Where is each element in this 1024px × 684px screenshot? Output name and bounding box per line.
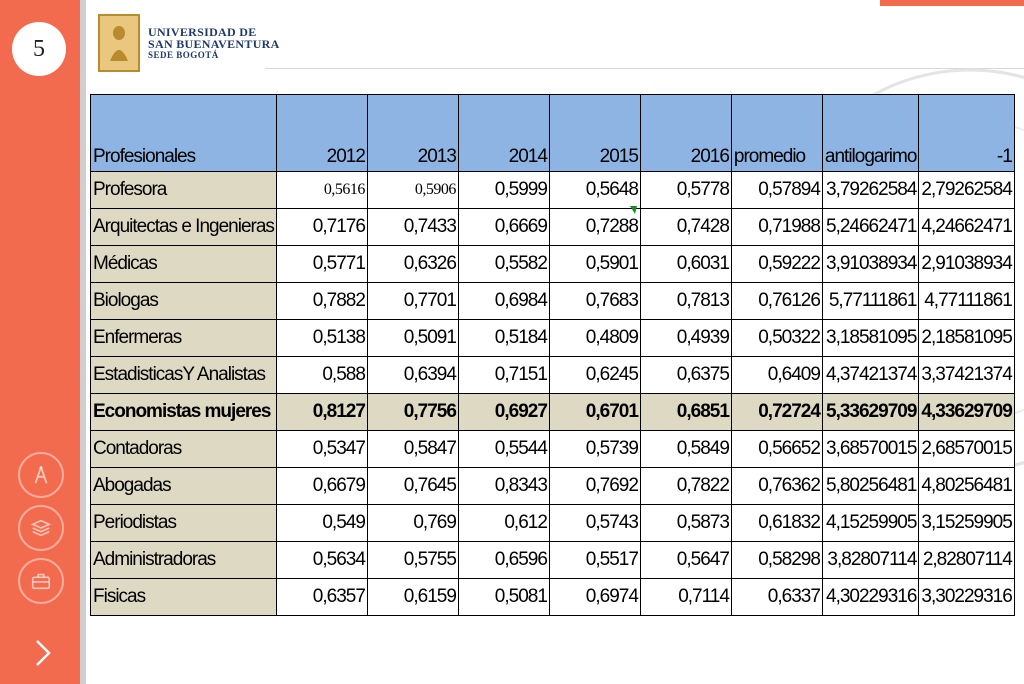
value-cell: 0,4939 xyxy=(640,320,731,357)
value-cell: 0,5648 xyxy=(549,172,640,209)
value-cell: 5,77111861 xyxy=(822,283,919,320)
table-row xyxy=(91,357,1015,394)
value-cell: 0,7645 xyxy=(367,468,458,505)
books-icon[interactable] xyxy=(18,505,64,551)
value-cell: 0,8127 xyxy=(276,394,367,431)
header-2014: 2014 xyxy=(458,95,549,172)
value-cell: 0,6596 xyxy=(458,542,549,579)
value-cell: 0,5906 xyxy=(367,172,458,209)
value-cell: 0,76126 xyxy=(731,283,822,320)
table-row xyxy=(91,468,1015,505)
data-table-container xyxy=(90,94,1015,616)
value-cell: 3,82807114 xyxy=(822,542,919,579)
value-cell: 4,15259905 xyxy=(822,505,919,542)
value-cell: 0,56652 xyxy=(731,431,822,468)
value-cell: 4,30229316 xyxy=(822,579,919,616)
value-cell: 0,6031 xyxy=(640,246,731,283)
briefcase-icon[interactable] xyxy=(18,558,64,604)
row-label-cell: Fisicas xyxy=(91,579,277,616)
value-cell: 0,5517 xyxy=(549,542,640,579)
value-cell: 0,5873 xyxy=(640,505,731,542)
value-cell: 0,5347 xyxy=(276,431,367,468)
value-cell: 2,82807114 xyxy=(919,542,1014,579)
value-cell: 0,549 xyxy=(276,505,367,542)
value-cell: 3,18581095 xyxy=(822,320,919,357)
value-cell: 0,6394 xyxy=(367,357,458,394)
logo-line-1: UNIVERSIDAD DE xyxy=(148,24,257,39)
value-cell: 0,6974 xyxy=(549,579,640,616)
value-cell: 0,5634 xyxy=(276,542,367,579)
value-cell: 0,5544 xyxy=(458,431,549,468)
logo-line-3: SEDE BOGOTÁ xyxy=(148,49,219,60)
value-cell: 5,24662471 xyxy=(822,209,919,246)
value-cell: 0,6984 xyxy=(458,283,549,320)
row-label-cell: Periodistas xyxy=(91,505,277,542)
value-cell: 0,7433 xyxy=(367,209,458,246)
value-cell: 0,5901 xyxy=(549,246,640,283)
university-logo xyxy=(98,14,280,72)
value-cell: 2,91038934 xyxy=(919,246,1014,283)
value-cell: 0,58298 xyxy=(731,542,822,579)
value-cell: 0,5647 xyxy=(640,542,731,579)
header-antilogarimo: antilogarimo xyxy=(822,95,919,172)
value-cell: 0,7428 xyxy=(640,209,731,246)
row-label-cell: Profesora xyxy=(91,172,277,209)
value-cell: 0,7813 xyxy=(640,283,731,320)
value-cell: 4,80256481 xyxy=(919,468,1014,505)
value-cell: 0,6701 xyxy=(549,394,640,431)
value-cell: 0,7151 xyxy=(458,357,549,394)
value-cell: 5,80256481 xyxy=(822,468,919,505)
value-cell: 0,59222 xyxy=(731,246,822,283)
value-cell: 0,5616 xyxy=(276,172,367,209)
value-cell: 3,37421374 xyxy=(919,357,1014,394)
slide-number-badge xyxy=(12,22,66,76)
header-2016: 2016 xyxy=(640,95,731,172)
header-promedio: promedio xyxy=(731,95,822,172)
value-cell: 0,5999 xyxy=(458,172,549,209)
slide-number: 5 xyxy=(33,35,45,62)
value-cell: 3,68570015 xyxy=(822,431,919,468)
value-cell: 0,588 xyxy=(276,357,367,394)
value-cell: 0,7822 xyxy=(640,468,731,505)
value-cell: 0,5847 xyxy=(367,431,458,468)
value-cell: 0,5081 xyxy=(458,579,549,616)
value-cell: 0,769 xyxy=(367,505,458,542)
sidebar-edge xyxy=(80,0,86,684)
row-label-cell: Administradoras xyxy=(91,542,277,579)
professions-table xyxy=(90,94,1015,616)
university-crest-icon xyxy=(98,14,140,72)
value-cell: 0,5739 xyxy=(549,431,640,468)
value-cell: 4,77111861 xyxy=(919,283,1014,320)
value-cell: 0,50322 xyxy=(731,320,822,357)
value-cell: 0,7692 xyxy=(549,468,640,505)
table-row xyxy=(91,320,1015,357)
value-cell: 3,15259905 xyxy=(919,505,1014,542)
logo-line-2: SAN BUENAVENTURA xyxy=(148,37,280,52)
value-cell: 3,79262584 xyxy=(822,172,919,209)
value-cell: 0,7176 xyxy=(276,209,367,246)
value-cell: 0,5755 xyxy=(367,542,458,579)
value-cell: 0,5778 xyxy=(640,172,731,209)
value-cell: 4,37421374 xyxy=(822,357,919,394)
value-cell: 0,5849 xyxy=(640,431,731,468)
table-row xyxy=(91,172,1015,209)
row-label-cell: Médicas xyxy=(91,246,277,283)
value-cell: 5,33629709 xyxy=(822,394,919,431)
row-label-cell: Arquitectas e Ingenieras xyxy=(91,209,277,246)
value-cell: 0,5743 xyxy=(549,505,640,542)
value-cell: 0,6245 xyxy=(549,357,640,394)
table-row xyxy=(91,542,1015,579)
value-cell: 0,7701 xyxy=(367,283,458,320)
value-cell: 0,5582 xyxy=(458,246,549,283)
chevron-right-icon[interactable] xyxy=(28,636,58,670)
value-cell: 0,6357 xyxy=(276,579,367,616)
table-header-row xyxy=(91,95,1015,172)
header-2013: 2013 xyxy=(367,95,458,172)
value-cell: 0,5091 xyxy=(367,320,458,357)
table-row xyxy=(91,246,1015,283)
value-cell: 0,72724 xyxy=(731,394,822,431)
value-cell: 3,91038934 xyxy=(822,246,919,283)
value-cell: 0,7756 xyxy=(367,394,458,431)
value-cell: 0,6851 xyxy=(640,394,731,431)
value-cell: 0,6679 xyxy=(276,468,367,505)
sidebar xyxy=(0,0,80,684)
value-cell: 0,7882 xyxy=(276,283,367,320)
header-minus-one: -1 xyxy=(919,95,1014,172)
header-2015: 2015 xyxy=(549,95,640,172)
value-cell: 3,30229316 xyxy=(919,579,1014,616)
value-cell: 0,5184 xyxy=(458,320,549,357)
value-cell: 0,71988 xyxy=(731,209,822,246)
top-accent-bar xyxy=(880,0,1024,6)
compass-icon[interactable] xyxy=(18,452,64,498)
row-label-cell: Abogadas xyxy=(91,468,277,505)
value-cell: 0,57894 xyxy=(731,172,822,209)
value-cell: 0,6337 xyxy=(731,579,822,616)
table-row xyxy=(91,579,1015,616)
value-cell: 0,6326 xyxy=(367,246,458,283)
row-label-cell: Contadoras xyxy=(91,431,277,468)
row-label-cell: Economistas mujeres xyxy=(91,394,277,431)
table-row xyxy=(91,505,1015,542)
value-cell: 4,24662471 xyxy=(919,209,1014,246)
header-2012: 2012 xyxy=(276,95,367,172)
value-cell: 0,5771 xyxy=(276,246,367,283)
header-profesionales: Profesionales xyxy=(91,95,277,172)
table-row xyxy=(91,209,1015,246)
value-cell: 0,6375 xyxy=(640,357,731,394)
table-row xyxy=(91,283,1015,320)
value-cell: 0,4809 xyxy=(549,320,640,357)
value-cell: 2,79262584 xyxy=(919,172,1014,209)
value-cell: 2,68570015 xyxy=(919,431,1014,468)
value-cell: 0,8343 xyxy=(458,468,549,505)
row-label-cell: EstadisticasY Analistas xyxy=(91,357,277,394)
value-cell: 2,18581095 xyxy=(919,320,1014,357)
value-cell: 0,6927 xyxy=(458,394,549,431)
value-cell: 0,5138 xyxy=(276,320,367,357)
table-row xyxy=(91,431,1015,468)
value-cell: 0,76362 xyxy=(731,468,822,505)
value-cell: 0,7288 xyxy=(549,209,640,246)
value-cell: 0,7114 xyxy=(640,579,731,616)
row-label-cell: Biologas xyxy=(91,283,277,320)
value-cell: 0,6669 xyxy=(458,209,549,246)
table-row xyxy=(91,394,1015,431)
value-cell: 0,6159 xyxy=(367,579,458,616)
value-cell: 0,612 xyxy=(458,505,549,542)
value-cell: 0,7683 xyxy=(549,283,640,320)
value-cell: 4,33629709 xyxy=(919,394,1014,431)
cell-comment-marker xyxy=(630,206,637,214)
row-label-cell: Enfermeras xyxy=(91,320,277,357)
value-cell: 0,61832 xyxy=(731,505,822,542)
value-cell: 0,6409 xyxy=(731,357,822,394)
